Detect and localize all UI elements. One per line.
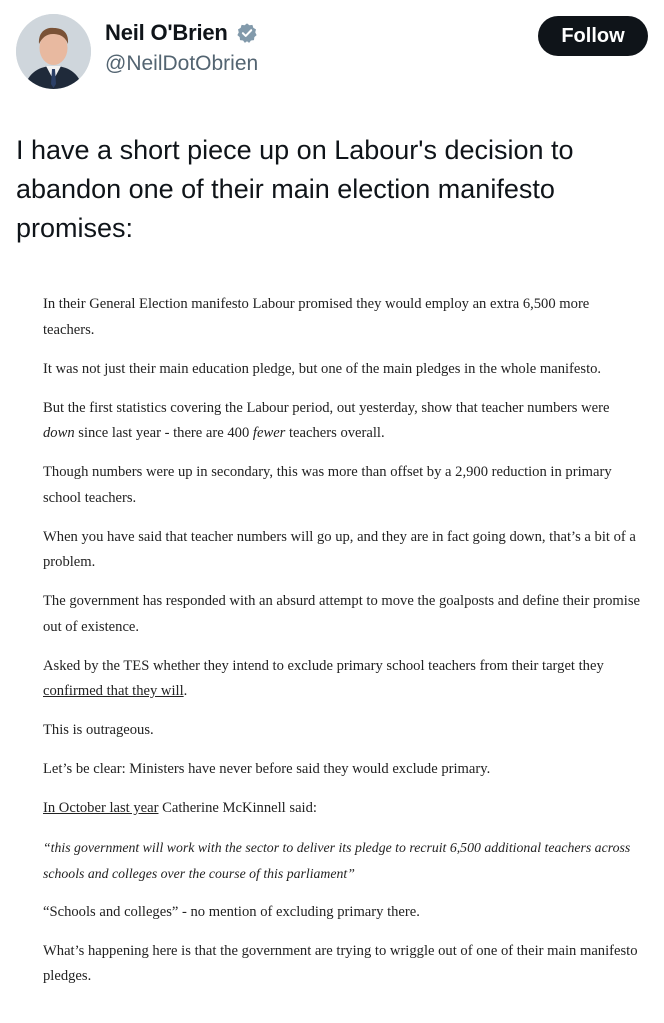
article-paragraph — [43, 796, 643, 822]
avatar[interactable] — [16, 14, 91, 89]
october-link: In October last year — [43, 800, 159, 816]
article-paragraph: Let’s be clear: Ministers have never before said they would exclude primary. — [43, 761, 491, 777]
author-name[interactable]: Neil O'Brien — [105, 20, 228, 45]
text-span: since last year - there are 400 — [74, 425, 253, 441]
emphasis-text: fewer — [252, 425, 286, 441]
text-span: . — [183, 683, 188, 699]
article-paragraph: When you have said that teacher numbers will go up, and they are in fact going down, that’s a bit of a problem. — [43, 528, 636, 570]
text-span: teachers overall. — [285, 425, 385, 441]
article-paragraph — [43, 654, 643, 705]
article-paragraph: Though numbers were up in secondary, this was more than offset by a 2,900 reduction in primary school teachers. — [43, 464, 612, 506]
author-block — [105, 20, 258, 76]
article-paragraph: The government has responded with an absurd attempt to move the goalposts and define their promise out of existence. — [43, 593, 640, 635]
author-handle[interactable]: @NeilDotObrien — [105, 52, 259, 75]
tweet-text: I have a short piece up on Labour's decision to abandon one of their main election manifesto promises: — [16, 135, 574, 243]
tes-link: confirmed that they will — [43, 683, 184, 699]
article-paragraph: What’s happening here is that the government are trying to wriggle out of one of their main manifesto pledges. — [43, 942, 638, 984]
emphasis-text: down — [43, 425, 75, 441]
text-span: But the first statistics covering the Labour period, out yesterday, show that teacher numbers were — [43, 399, 610, 416]
text-span: Catherine McKinnell said: — [158, 800, 317, 816]
verified-badge-icon — [236, 22, 258, 44]
article-quote: “this government will work with the sector to deliver its pledge to recruit 6,500 additional teachers across schools and colleges over the course of this parliament” — [43, 840, 631, 881]
article-paragraph — [43, 396, 643, 447]
article-paragraph: It was not just their main education pledge, but one of the main pledges in the whole manifesto. — [43, 360, 602, 377]
text-span: Asked by the TES whether they intend to exclude primary school teachers from their target they — [43, 657, 604, 674]
tweet-header — [16, 14, 648, 90]
attached-article-image — [43, 292, 643, 1003]
avatar-photo-icon — [16, 14, 91, 89]
article-paragraph: This is outrageous. — [43, 722, 154, 738]
article-paragraph: In their General Election manifesto Labour promised they would employ an extra 6,500 more teachers. — [43, 296, 590, 338]
follow-button[interactable]: Follow — [538, 16, 648, 56]
article-paragraph: “Schools and colleges” - no mention of excluding primary there. — [43, 903, 420, 920]
